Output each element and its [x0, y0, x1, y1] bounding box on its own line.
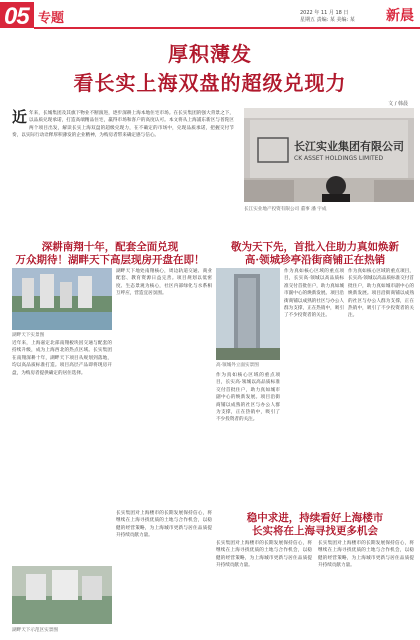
signage-en: CK ASSET HOLDINGS LIMITED: [294, 155, 384, 162]
bottom-column-a: 长实集团对上海楼市的长期发展保持信心，将继续在上海寻找优质的土地与合作机会，以稳健的经营策略，为上海城市更新与居住品质提升持续贡献力量。: [116, 511, 212, 539]
ck-signage-photo: [244, 108, 414, 202]
right-section-heading-2: 高·领城珍亭沿街商铺正在热销: [244, 254, 386, 266]
lakeside-photo: [12, 268, 112, 330]
signage-photo-caption: 长江实业地产投资有限公司 董事 潘 宇成: [244, 207, 327, 212]
issue-info: 星期五 责编: 某 美编: 某: [300, 17, 355, 23]
left-section-heading-2: 万众期待！湖畔天下高层现房开盘在即！: [15, 254, 205, 266]
tower-photo: [216, 268, 280, 360]
issue-date: 2022 年 11 月 18 日: [300, 10, 349, 16]
bottom-column-c: 长实集团对上海楼市的长期发展保持信心，将继续在上海寻找优质的土地与合作机会，以稳健的经营策略，为上海城市更新与居住品质提升持续贡献力量。: [318, 541, 414, 569]
headline-line-2: 看长实上海双盘的超级兑现力: [73, 71, 347, 95]
mid-section-heading-1: 稳中求进，持续看好上海楼市: [246, 512, 384, 524]
page-number: 05: [4, 3, 29, 30]
newspaper-logo: 新晨: [386, 8, 414, 24]
showroom-illustration: [12, 566, 112, 624]
section-label: 专题: [38, 11, 65, 26]
intro-dropcap: 近: [12, 108, 28, 126]
intro-paragraph: [12, 110, 234, 226]
left-column-body-a: 湖畔天下地处南翔核心，周边轨道交通、商业配套、教育资源日益完善。项目规划以低密度、生态景观为核心，社区内部绿化与水系相互呼应，营造宜居氛围。: [116, 269, 212, 297]
showroom-photo: [12, 566, 112, 624]
headline-line-1: 厚积薄发: [168, 42, 252, 66]
showroom-photo-caption: 湖畔天下示范区实景图: [12, 628, 58, 633]
tower-illustration: [216, 268, 280, 360]
right-column-body-b: 作为真如核心区域的重点项目，长实高·领城以高品质标准交付首批住户，助力真如城市副中心的焕新发展。项目沿街商铺以成熟的社区与办公人群为支撑，正在热销中，吸引了不少投资者的关注。: [348, 269, 414, 319]
masthead-rule: [34, 27, 420, 29]
intro-text: 年来，长城集团及其旗下物业不断演进，逐步深耕上海本地住宅市场。在长实集团的强大背景之下，以品质兑现承诺，打造高端精品住宅，赢得市场和客户的高度认可。本文将从上海浦东新区与普陀区两个项目出发，解读长实上海双盘的超级兑现力，在不确定的市场中，兑现品质承诺，把握交付节奏，以实际行动诠释厚积薄发的企业精神，为购房者带来确定感与信心。: [12, 111, 234, 139]
left-column-body-b: 近年来，上海嘉定北部南翔板块因交通与配套的持续升级，成为上海西北的热点区域。长实集团在南翔深耕十年，湖畔天下项目从规划到落地，均以高品质标准打造。项目高层产品即将现房开盘，为购房者提供确定的居住选择。: [12, 341, 112, 376]
bottom-column-b: 长实集团对上海楼市的长期发展保持信心，将继续在上海寻找优质的土地与合作机会，以稳健的经营策略，为上海城市更新与居住品质提升持续贡献力量。: [216, 541, 312, 569]
right-section-heading-1: 敬为天下先，首批入住助力真如焕新: [231, 241, 399, 253]
byline: 文 / 韩晨: [388, 101, 408, 107]
left-section-heading-1: 深耕南翔十年，配套全面兑现: [41, 241, 179, 253]
signage-photo-illustration: [244, 108, 414, 202]
mid-section-heading-2: 长实将在上海寻找更多机会: [252, 525, 378, 537]
right-column-body-c: 作为真如核心区域的重点项目，长实高·领城以高品质标准交付首批住户，助力真如城市副中心的焕新发展。项目沿街商铺以成熟的社区与办公人群为支撑，正在热销中，吸引了不少投资者的关注。: [216, 373, 280, 423]
signage-cn: 长江实业集团有限公司: [294, 140, 404, 153]
lakeside-photo-caption: 湖畔天下实景图: [12, 333, 45, 338]
masthead: [0, 0, 420, 28]
lakeside-illustration: [12, 268, 112, 330]
right-column-body-a: 作为真如核心区域的重点项目，长实高·领城以高品质标准交付首批住户，助力真如城市副中心的焕新发展。项目沿街商铺以成熟的社区与办公人群为支撑，正在热销中，吸引了不少投资者的关注。: [284, 269, 344, 319]
tower-photo-caption: 高·领城外立面实景图: [216, 363, 259, 368]
